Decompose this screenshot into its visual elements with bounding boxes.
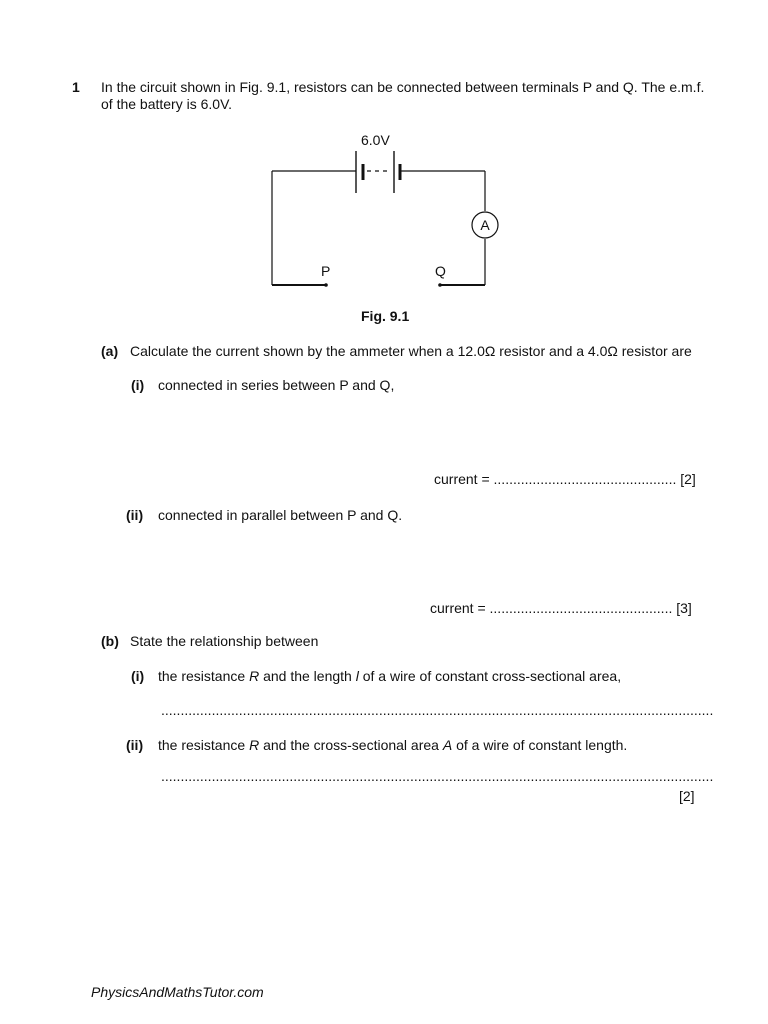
part-b-ii-label: (ii) <box>126 737 144 753</box>
circuit-diagram <box>0 0 768 330</box>
marks: [3] <box>676 600 692 616</box>
text-segment: and the length <box>263 668 352 684</box>
part-a-i-answer-line[interactable] <box>434 471 696 487</box>
terminal-q-label: Q <box>435 263 446 279</box>
part-b-i-answer-line[interactable]: .............................................................................................................................................. <box>161 702 714 718</box>
figure-caption: Fig. 9.1 <box>361 308 410 324</box>
part-a-text: Calculate the current shown by the ammeter when a 12.0Ω resistor and a 4.0Ω resistor are <box>130 343 692 359</box>
text-segment: and the cross-sectional area <box>263 737 439 753</box>
part-b-text: State the relationship between <box>130 633 319 649</box>
part-b-label: (b) <box>101 633 119 649</box>
variable-l: l <box>355 668 359 684</box>
text-segment: the resistance <box>158 668 246 684</box>
answer-dots: ............................................... <box>493 471 677 487</box>
ammeter-label: A <box>480 217 490 233</box>
answer-prefix: current = <box>430 600 486 616</box>
part-b-i-label: (i) <box>131 668 145 684</box>
question-intro: In the circuit shown in Fig. 9.1, resistors can be connected between terminals P and Q. The e.m.f. of the battery is 6.0V. <box>101 79 705 112</box>
part-b-ii-text <box>158 737 627 753</box>
footer-site-name: PhysicsAndMathsTutor.com <box>91 984 264 1000</box>
variable-r: R <box>249 668 260 684</box>
part-a-ii-label: (ii) <box>126 507 144 523</box>
text-segment: of a wire of constant cross-sectional area, <box>362 668 622 684</box>
answer-dots: ............................................... <box>489 600 673 616</box>
terminal-p-dot <box>324 283 328 287</box>
variable-a: A <box>442 737 453 753</box>
terminal-p-label: P <box>321 263 331 279</box>
answer-prefix: current = <box>434 471 490 487</box>
part-a-ii-answer-line[interactable] <box>430 600 692 616</box>
part-a-i-text: connected in series between P and Q, <box>158 377 395 393</box>
part-b-i-text <box>158 668 621 684</box>
battery-label: 6.0V <box>361 132 390 148</box>
marks: [2] <box>680 471 696 487</box>
part-a-label: (a) <box>101 343 119 359</box>
part-b-marks: [2] <box>679 788 695 804</box>
part-a-ii-text: connected in parallel between P and Q. <box>158 507 403 523</box>
text-segment: of a wire of constant length. <box>456 737 628 753</box>
part-a-i-label: (i) <box>131 377 145 393</box>
terminal-q-dot <box>438 283 442 287</box>
battery-icon <box>356 151 400 193</box>
part-b-ii-answer-line[interactable]: .............................................................................................................................................. <box>161 768 714 784</box>
text-segment: the resistance <box>158 737 246 753</box>
ammeter-icon <box>472 212 498 238</box>
variable-r: R <box>249 737 260 753</box>
question-number: 1 <box>72 79 80 95</box>
